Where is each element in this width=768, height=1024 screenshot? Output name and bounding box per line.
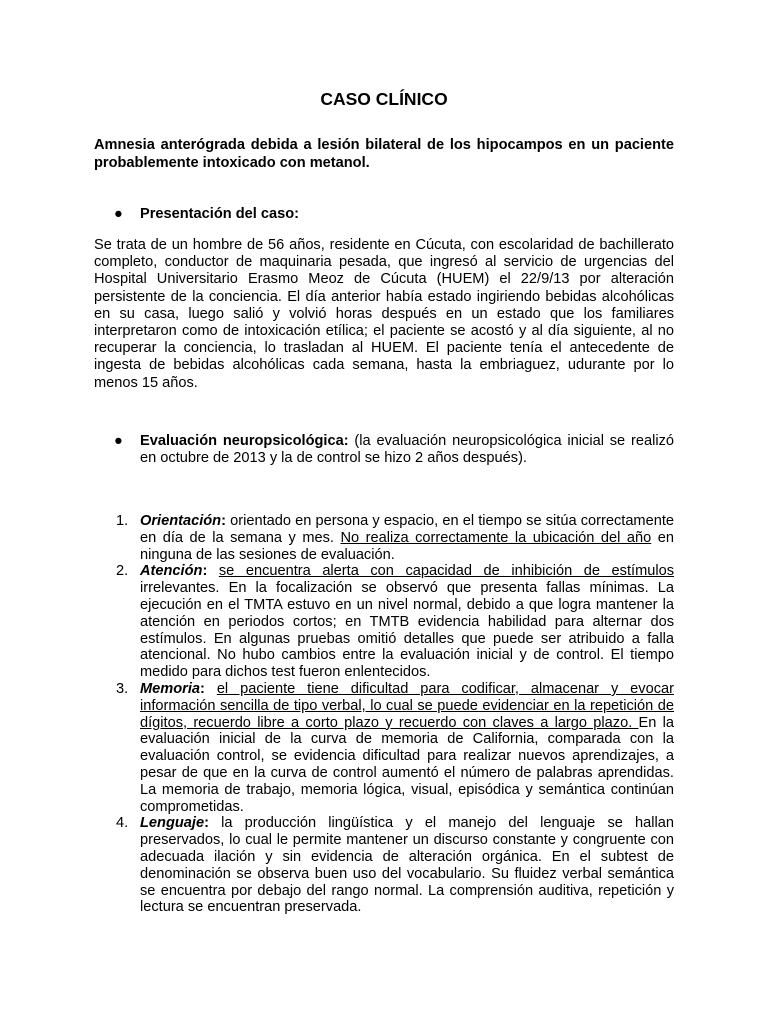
item-text-rest: irrelevantes. En la focalización se observó que presenta fallas mínimas. La ejecución en el TMTA estuvo en un nivel normal, debido a que logra mantener la atención en periodos cortos; en TMTB evidencia habilidad para alternar dos estímulos. En algunas pruebas omitió detalles que puede ser atribuido a falla atencional. No hubo cambios entre la evaluación inicial y de control. El tiempo medido para dichos test fueron enlentecidos. <box>140 580 674 681</box>
item-underlined-text: se encuentra alerta con capacidad de inhibición de estímulos <box>218 563 674 580</box>
bullet-evaluation <box>114 433 674 467</box>
item-label: Orientación <box>140 513 222 529</box>
section-heading-presentation: Presentación del caso: <box>140 206 299 222</box>
presentation-paragraph: Se trata de un hombre de 56 años, residente en Cúcuta, con escolaridad de bachillerato completo, conductor de maquinaria pesada, que ingresó al servicio de urgencias del Hospital Universitario Erasmo Meoz de Cúcuta (HUEM) el 22/9/13 por alteración persistente de la conciencia. El día anterior había estado ingiriendo bebidas alcohólicas en su casa, luego salió y volvió horas después en un estado que los familiares interpretaron como de intoxicación etílica; el paciente se acostó y al día siguiente, al no recuperar la conciencia, lo trasladan al HUEM. El paciente tenía el antecedente de ingesta de bebidas alcohólicas cada semana, hasta la embriaguez, udurante por lo menos 15 años. <box>94 237 674 391</box>
bullet-presentation <box>114 206 674 223</box>
item-label: Memoria <box>140 680 201 697</box>
list-number: 3. <box>116 680 129 697</box>
item-text-rest: En la evaluación inicial de la curva de memoria de California, comparada con la evaluación control, se evidencia dificultad para realizar nuevos aprendizajes, a pesar de que en la curva de control aumentó el número de palabras aprendidas. La memoria de trabajo, memoria lógica, visual, episódica y semántica continúan comprometidas. <box>140 714 674 815</box>
item-text-rest: en ninguna de las sesiones de evaluación. <box>140 529 674 563</box>
case-subtitle: Amnesia anterógrada debida a lesión bilateral de los hipocampos en un paciente probablemente intoxicado con metanol. <box>94 137 674 171</box>
item-underlined-text: el paciente tiene dificultad para codificar, almacenar y evocar información sencilla de tipo verbal, lo cual se puede evidenciar en la repetición de dígitos, recuerdo libre a corto plazo y recuerdo con claves a largo plazo. <box>140 680 674 731</box>
item-colon: : <box>221 513 226 529</box>
item-text <box>207 563 219 579</box>
bullet-icon: ● <box>114 206 123 222</box>
list-number: 1. <box>116 513 129 529</box>
item-text <box>205 681 217 697</box>
list-item-atencion <box>94 563 674 681</box>
list-item-memoria <box>94 681 674 815</box>
list-item-lenguaje <box>94 815 674 916</box>
document-title: CASO CLÍNICO <box>320 89 448 109</box>
item-text: la producción lingüística y el manejo del lenguaje se hallan preservados, lo cual le permite mantener un discurso constante y congruente con adecuada ilación y sin evidencia de alteración orgánica. En el subtest de denominación se observa buen uso del vocabulario. Su fluidez verbal semántica se encuentra por debajo del rango normal. La comprensión auditiva, repetición y lectura se encuentran preservada. <box>140 815 674 916</box>
evaluation-note: (la evaluación neuropsicológica inicial se realizó en octubre de 2013 y la de control se hizo 2 años después). <box>140 433 675 466</box>
item-colon: : <box>202 563 208 580</box>
item-colon: : <box>204 815 209 832</box>
item-colon: : <box>200 680 205 697</box>
list-number: 2. <box>116 563 129 580</box>
item-label: Lenguaje <box>140 815 205 832</box>
bullet-icon: ● <box>114 433 123 449</box>
list-number: 4. <box>116 815 129 832</box>
item-text: orientado en persona y espacio, en el tiempo se sitúa correctamente en día de la semana y mes. <box>140 513 674 546</box>
evaluation-items-list <box>94 513 674 916</box>
section-heading-evaluation: Evaluación neuropsicológica: <box>140 433 349 449</box>
item-label: Atención <box>140 563 203 580</box>
list-item-orientacion <box>94 513 674 563</box>
item-underlined-text: No realiza correctamente la ubicación del año <box>340 529 652 546</box>
